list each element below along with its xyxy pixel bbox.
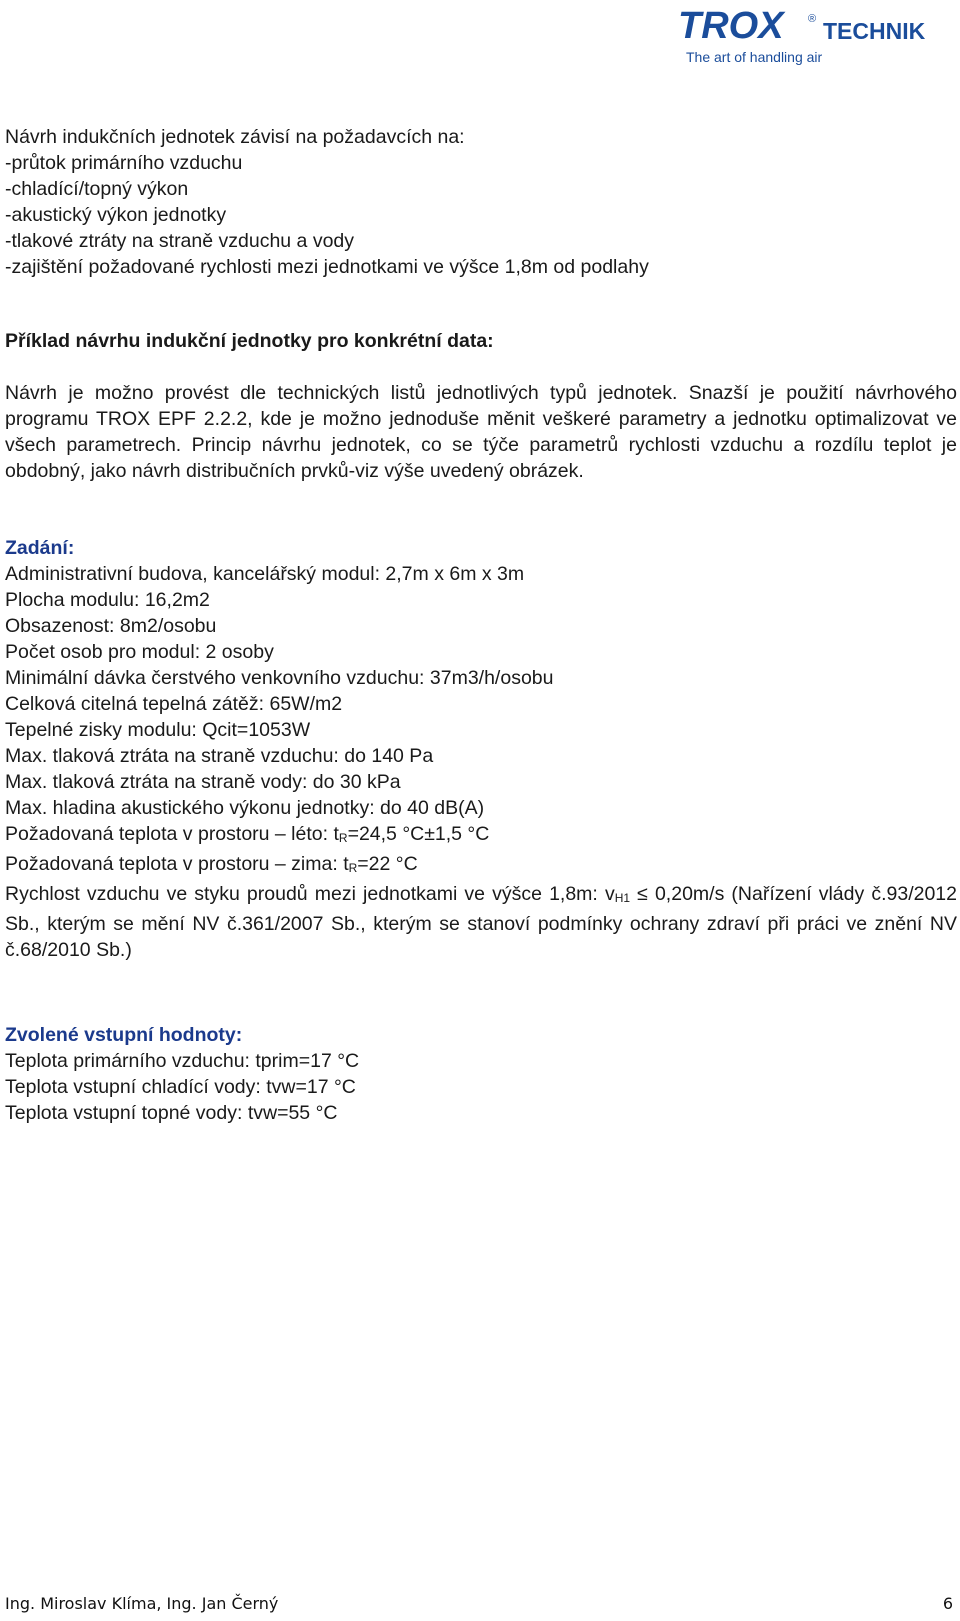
inputs-line: Teplota vstupní topné vody: tvw=55 °C bbox=[5, 1102, 338, 1124]
zadani-line: Počet osob pro modul: 2 osoby bbox=[5, 641, 274, 663]
velocity-prefix: Rychlost vzduchu ve styku proudů mezi jednotkami ve výšce 1,8m: v bbox=[5, 883, 615, 905]
example-paragraph: Návrh je možno provést dle technických listů jednotlivých typů jednotek. Snazší je použití návrhového programu TROX EPF 2.2.2, kde je možno jednoduše měnit veškeré parametry a jednotku optimalizovat ve všech parametrech. Princip návrhu jednotek, co se týče parametrů rychlosti vzduchu a rozdílu teplot je obdobný, jako návrh distribučních prvků-viz výše uvedený obrázek. bbox=[5, 382, 957, 482]
intro-line: Návrh indukčních jednotek závisí na požadavcích na: bbox=[5, 126, 465, 148]
zadani-section bbox=[5, 535, 957, 963]
intro-section bbox=[5, 124, 957, 280]
trox-logo bbox=[678, 4, 960, 68]
winter-sub: R bbox=[348, 861, 358, 875]
summer-suffix: =24,5 °C±1,5 °C bbox=[347, 823, 490, 845]
logo-registered: ® bbox=[808, 13, 817, 25]
summer-sub: R bbox=[338, 831, 348, 845]
intro-line: -průtok primárního vzduchu bbox=[5, 152, 243, 174]
velocity-sub: H1 bbox=[614, 891, 631, 905]
example-paragraph-block bbox=[5, 380, 957, 484]
summer-temperature bbox=[5, 821, 957, 851]
summer-prefix: Požadovaná teplota v prostoru – léto: t bbox=[5, 823, 339, 845]
zadani-line: Minimální dávka čerstvého venkovního vzduchu: 37m3/h/osobu bbox=[5, 667, 554, 689]
logo-brand-suffix: TECHNIK bbox=[823, 18, 926, 44]
inputs-line: Teplota vstupní chladící vody: tvw=17 °C bbox=[5, 1076, 356, 1098]
winter-prefix: Požadovaná teplota v prostoru – zima: t bbox=[5, 853, 349, 875]
intro-line: -akustický výkon jednotky bbox=[5, 204, 227, 226]
intro-line: -zajištění požadované rychlosti mezi jednotkami ve výšce 1,8m od podlahy bbox=[5, 256, 649, 278]
logo-tagline: The art of handling air bbox=[686, 49, 823, 65]
zadani-heading: Zadání: bbox=[5, 537, 75, 559]
zadani-line: Celková citelná tepelná zátěž: 65W/m2 bbox=[5, 693, 343, 715]
zadani-line: Max. tlaková ztráta na straně vody: do 30 kPa bbox=[5, 771, 401, 793]
zadani-line: Obsazenost: 8m2/osobu bbox=[5, 615, 217, 637]
winter-temperature bbox=[5, 851, 957, 881]
velocity-suffix: ≤ 0,20m/s (Nařízení vlády č.93/2012 Sb., kterým se mění NV č.361/2007 Sb., kterým se stanoví podmínky ochrany zdraví při práci ve znění NV č.68/2010 Sb.) bbox=[5, 883, 957, 961]
footer-authors: Ing. Miroslav Klíma, Ing. Jan Černý bbox=[5, 1594, 279, 1613]
example-section bbox=[5, 328, 957, 354]
zadani-line: Max. hladina akustického výkonu jednotky: do 40 dB(A) bbox=[5, 797, 485, 819]
page-number: 6 bbox=[942, 1594, 953, 1613]
example-heading: Příklad návrhu indukční jednotky pro konkrétní data: bbox=[5, 330, 494, 352]
zadani-line: Plocha modulu: 16,2m2 bbox=[5, 589, 210, 611]
winter-suffix: =22 °C bbox=[357, 853, 418, 875]
zadani-line: Administrativní budova, kancelářský modul: 2,7m x 6m x 3m bbox=[5, 563, 525, 585]
inputs-line: Teplota primárního vzduchu: tprim=17 °C bbox=[5, 1050, 360, 1072]
intro-line: -tlakové ztráty na straně vzduchu a vody bbox=[5, 230, 355, 252]
inputs-section bbox=[5, 1022, 957, 1126]
velocity-requirement bbox=[5, 881, 957, 963]
zadani-line: Tepelné zisky modulu: Qcit=1053W bbox=[5, 719, 311, 741]
trox-logo-graphic bbox=[678, 4, 960, 68]
logo-brand: TROX bbox=[678, 5, 784, 47]
intro-line: -chladící/topný výkon bbox=[5, 178, 189, 200]
zadani-line: Max. tlaková ztráta na straně vzduchu: do 140 Pa bbox=[5, 745, 434, 767]
inputs-heading: Zvolené vstupní hodnoty: bbox=[5, 1024, 243, 1046]
page-footer bbox=[5, 1594, 953, 1613]
